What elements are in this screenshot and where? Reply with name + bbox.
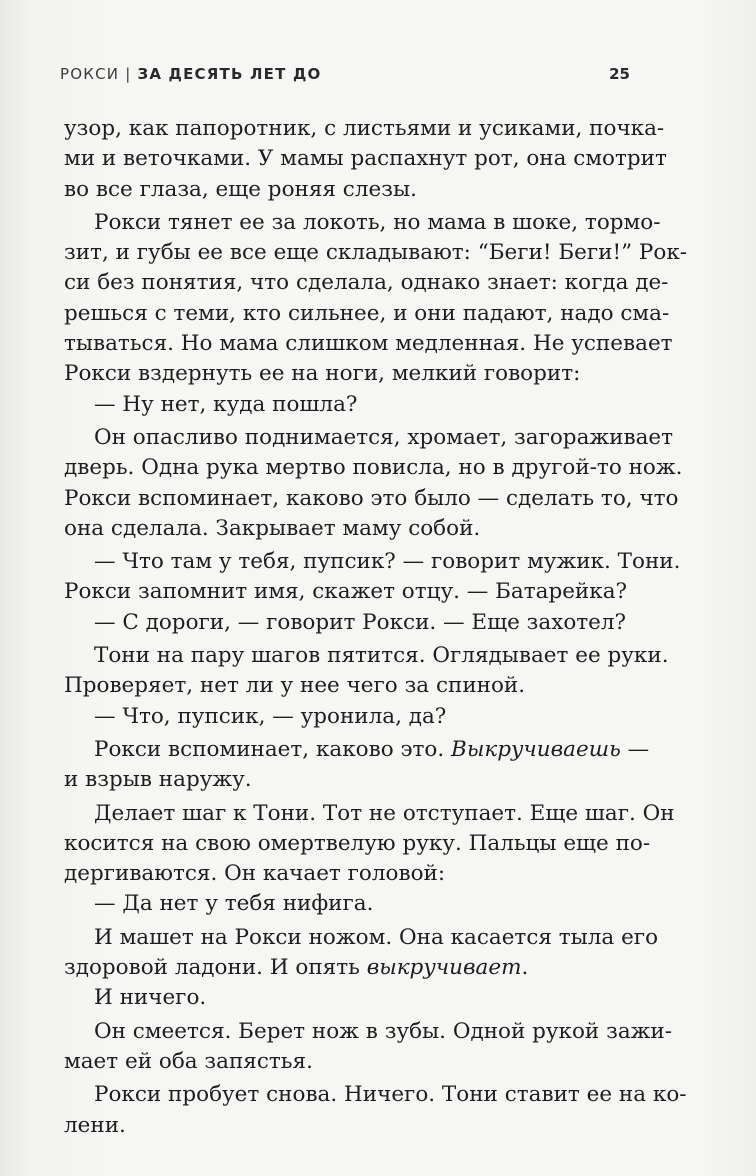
text-line: — Что, пупсик, — уронила, да?	[94, 703, 447, 729]
italic-word: выкручивает	[366, 955, 522, 981]
text-line: ми и веточками. У мамы распахнут рот, она смотрит	[64, 146, 667, 172]
text-line: она сделала. Закрывает маму собой.	[64, 515, 481, 541]
text-line	[64, 735, 650, 765]
page-header	[60, 62, 630, 86]
body-text	[64, 114, 688, 1141]
text-line: — Что там у тебя, пупсик? — говорит мужик. Тони.	[94, 549, 681, 575]
running-head	[60, 65, 321, 83]
text-fragment: здоровой ладони. И опять	[64, 955, 360, 981]
italic-word: Выкручиваешь	[451, 736, 621, 762]
text-line: — С дороги, — говорит Рокси. — Еще захотел?	[94, 609, 627, 635]
running-head-separator: |	[125, 65, 132, 83]
text-line: — Да нет у тебя нифига.	[94, 891, 374, 917]
text-line: лени.	[64, 1112, 126, 1138]
text-line: дергиваются. Он качает головой:	[64, 861, 446, 887]
text-fragment: —	[620, 736, 650, 762]
text-line: Тони на пару шагов пятится. Оглядывает ее руки.	[94, 643, 669, 669]
text-line: косится на свою омертвелую руку. Пальцы еще по-	[64, 830, 651, 856]
text-line: зит, и губы ее все еще складывают: “Беги! Беги!” Рок-	[64, 240, 688, 266]
text-line: Он опасливо поднимается, хромает, загораживает	[94, 424, 674, 450]
text-line	[64, 953, 624, 983]
text-line: Проверяет, нет ли у нее чего за спиной.	[64, 673, 526, 699]
text-line: Рокси вспоминает, каково это было — сделать то, что	[64, 485, 679, 511]
text-line: Рокси запомнит имя, скажет отцу. — Батарейка?	[64, 579, 628, 605]
text-line: И машет на Рокси ножом. Она касается тыла его	[94, 924, 659, 950]
text-line: дверь. Одна рука мертво повисла, но в другой-то нож.	[64, 455, 683, 481]
text-line: Он смеется. Берет нож в зубы. Одной рукой зажи-	[94, 1018, 673, 1044]
text-line: во все глаза, еще роняя слезы.	[64, 176, 417, 202]
text-line: си без понятия, что сделала, однако знает: когда де-	[64, 270, 669, 296]
text-line: И ничего.	[94, 985, 207, 1011]
text-line: и взрыв наружу.	[64, 767, 252, 793]
text-fragment: .	[521, 955, 529, 981]
page-number: 25	[609, 65, 630, 83]
text-line: Делает шаг к Тони. Тот не отступает. Еще шаг. Он	[94, 800, 675, 826]
running-head-chapter: ЗА ДЕСЯТЬ ЛЕТ ДО	[137, 65, 322, 83]
text-fragment: Рокси вспоминает, каково это.	[94, 736, 445, 762]
text-line: мает ей оба запястья.	[64, 1048, 313, 1074]
text-line: решься с теми, кто сильнее, и они падают, надо сма-	[64, 300, 670, 326]
text-line: Рокси вздернуть ее на ноги, мелкий говорит:	[64, 361, 581, 387]
text-line: тываться. Но мама слишком медленная. Не успевает	[64, 331, 673, 357]
text-line: — Ну нет, куда пошла?	[94, 391, 358, 417]
text-line: Рокси пробует снова. Ничего. Тони ставит ее на ко-	[94, 1082, 687, 1108]
text-line: Рокси тянет ее за локоть, но мама в шоке, тормо-	[94, 209, 661, 235]
text-line: узор, как папоротник, с листьями и усиками, почка-	[64, 116, 665, 141]
running-head-author: РОКСИ	[60, 65, 120, 83]
